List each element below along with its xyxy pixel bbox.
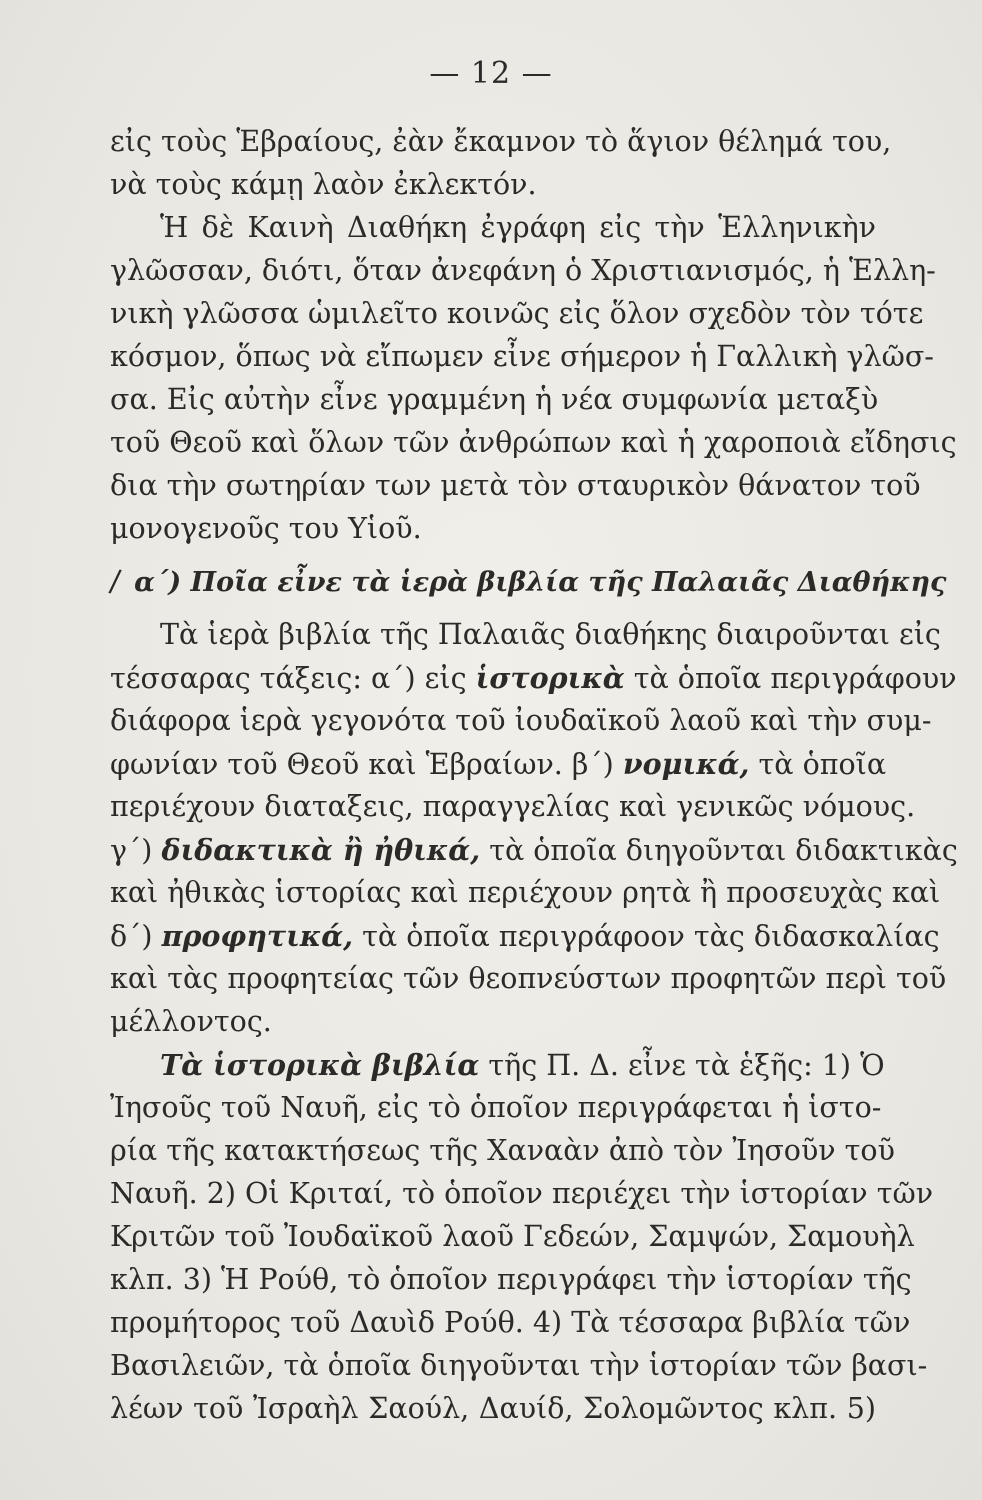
text-line: μέλλοντος. [110,1005,272,1038]
section-heading [107,562,947,603]
text-line [110,916,940,957]
text-span: τῆς Π. Δ. εἶνε τὰ ἑξῆς: 1) Ὁ [479,1049,885,1082]
text-line: γλῶσσαν, διότι, ὅταν ἀνεφάνη ὁ Χριστιανισμός, ἡ Ἑλλη- [110,254,936,287]
text-line: Κριτῶν τοῦ Ἰουδαϊκοῦ λαοῦ Γεδεών, Σαμψών, Σαμουὴλ [110,1220,915,1253]
text-line: τοῦ Θεοῦ καὶ ὅλων τῶν ἀνθρώπων καὶ ἡ χαροποιὰ εἴδησις [110,426,957,459]
text-span: τέσσαρας τάξεις: α΄) εἰς [110,662,476,695]
text-line: εἰς τοὺς Ἑβραίους, ἐὰν ἔκαμνον τὸ ἅγιον θέλημά του, [110,125,892,158]
emphasis-term: διδακτικὰ ἢ ἠθικά, [161,833,481,867]
text-span: γ΄) [110,834,162,867]
text-line: κόσμον, ὅπως νὰ εἴπωμεν εἶνε σήμερον ἡ Γαλλικὴ γλῶσ- [110,340,934,373]
text-line [160,1045,885,1086]
text-line: νὰ τοὺς κάμῃ λαὸν ἐκλεκτόν. [110,168,537,201]
text-line: δια τὴν σωτηρίαν των μετὰ τὸν σταυρικὸν θάνατον τοῦ [110,469,921,502]
text-span: τὰ ὁποῖα περιγράφουν [624,662,957,695]
text-line: σα. Εἰς αὐτὴν εἶνε γραμμένη ἡ νέα συμφωνία μεταξὺ [110,383,879,416]
text-line: προμήτορος τοῦ Δαυὶδ Ρούθ. 4) Τὰ τέσσαρα βιβλία τῶν [110,1306,911,1339]
text-line: νικὴ γλῶσσα ὡμιλεῖτο κοινῶς εἰς ὅλον σχεδὸν τὸν τότε [110,297,924,330]
text-line: περιέχουν διαταξεις, παραγγελίας καὶ γενικῶς νόμους. [110,790,916,823]
text-line: Βασιλειῶν, τὰ ὁποῖα διηγοῦνται τὴν ἱστορίαν τῶν βασι- [110,1349,928,1382]
text-line: διάφορα ἱερὰ γεγονότα τοῦ ἰουδαϊκοῦ λαοῦ καὶ τὴν συμ- [110,704,932,737]
handwritten-slash-mark: / [107,563,123,600]
section-heading-text: α΄) Ποῖα εἶνε τὰ ἱερὰ βιβλία τῆς Παλαιᾶς Διαθήκης [134,567,947,598]
emphasis-term: ἱστορικὰ [475,661,625,695]
text-line: κλπ. 3) Ἡ Ρούθ, τὸ ὁποῖον περιγράφει τὴν ἱστορίαν τῆς [110,1263,912,1296]
emphasis-term: νομικά, [622,747,750,781]
text-line [110,830,958,871]
text-line: Ἡ δὲ Καινὴ Διαθήκη ἐγράφη εἰς τὴν Ἑλληνικὴν [160,211,876,244]
text-line: λέων τοῦ Ἰσραὴλ Σαούλ, Δαυίδ, Σολομῶντος κλπ. 5) [110,1392,876,1425]
emphasis-term: προφητικά, [161,919,354,953]
text-line: Τὰ ἱερὰ βιβλία τῆς Παλαιᾶς διαθήκης διαιροῦνται εἰς [160,618,941,651]
text-line: ρία τῆς κατακτήσεως τῆς Χαναὰν ἀπὸ τὸν Ἰησοῦν τοῦ [110,1134,895,1167]
text-line: μονογενοῦς του Υἱοῦ. [110,512,422,545]
text-line: καὶ τὰς προφητείας τῶν θεοπνεύστων προφητῶν περὶ τοῦ [110,962,947,995]
emphasis-term: Τὰ ἱστορικὰ βιβλία [160,1048,480,1082]
text-line: Ἰησοῦς τοῦ Ναυῆ, εἰς τὸ ὁποῖον περιγράφεται ἡ ἱστο- [110,1091,882,1124]
text-line [110,658,957,699]
text-line: καὶ ἠθικὰς ἱστορίας καὶ περιέχουν ρητὰ ἢ προσευχὰς καὶ [110,876,941,909]
page-number: — 12 — [429,56,553,91]
text-span: τὰ ὁποῖα διηγοῦνται διδακτικὰς [480,834,958,867]
text-span: δ΄) [110,920,162,953]
text-line [110,744,887,785]
text-span: τὰ ὁποῖα [749,748,887,781]
text-span: τὰ ὁποῖα περιγράφοον τὰς διδασκαλίας [353,920,940,953]
text-line: Ναυῆ. 2) Οἱ Κριταί, τὸ ὁποῖον περιέχει τὴν ἱστορίαν τῶν [110,1177,934,1210]
text-span: φωνίαν τοῦ Θεοῦ καὶ Ἑβραίων. β΄) [110,748,623,781]
